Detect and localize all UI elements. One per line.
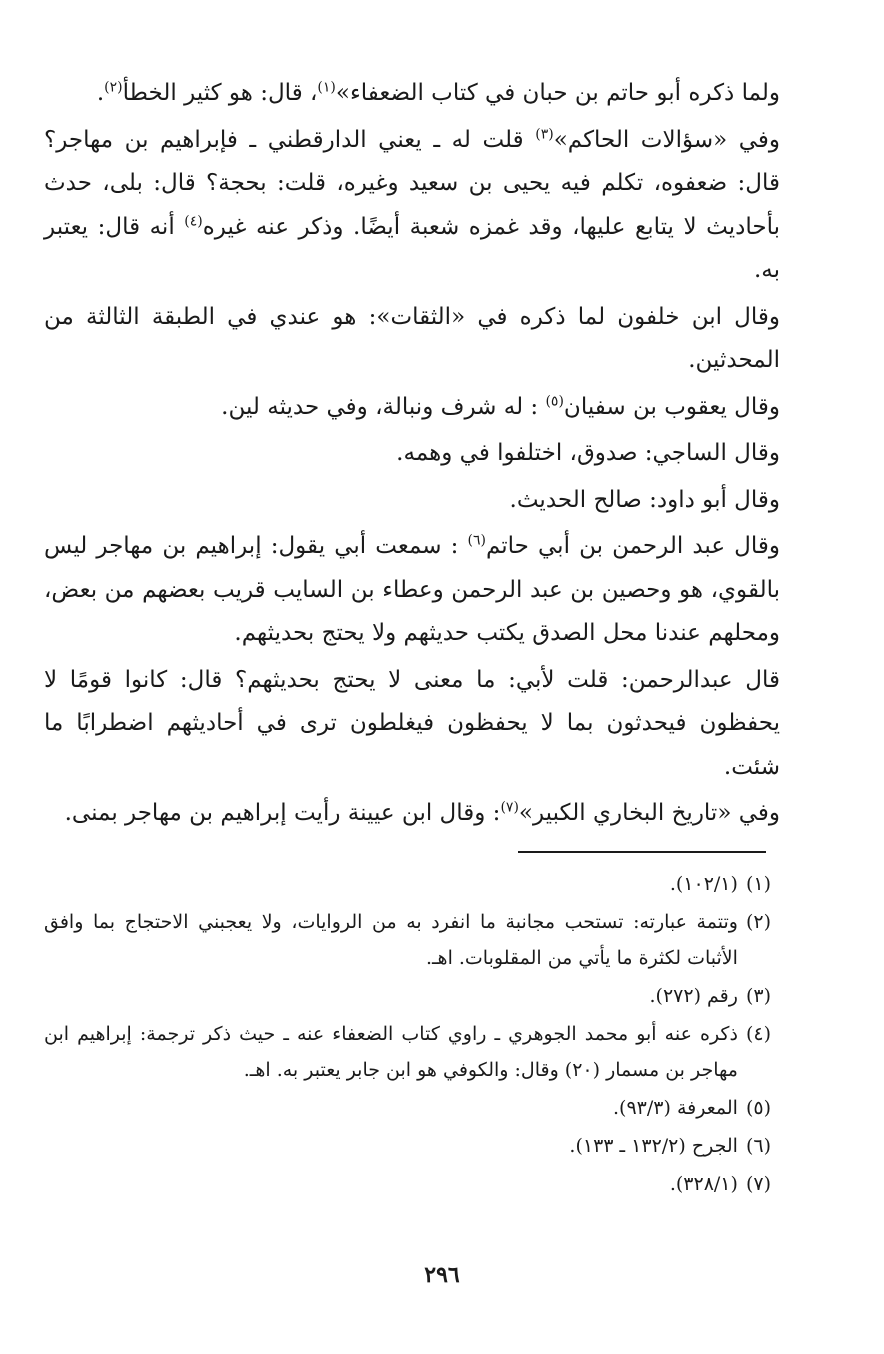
footnote-6: [44, 1128, 771, 1164]
footnote-ref-6: (٦): [467, 532, 486, 549]
footnote-number: (٦): [745, 1135, 771, 1157]
footnote-number: (٤): [745, 1023, 771, 1045]
paragraph-8: قال عبدالرحمن: قلت لأبي: ما معنى لا يحتج بحديثهم؟ قال: كانوا قومًا لا يحفظون فيحدثون بما لا يحفظون فيغلطون ترى في أحاديثهم اضطرابًا ما شئت.: [44, 666, 780, 780]
footnote-ref-4: (٤): [184, 212, 203, 229]
paragraph-6: وقال أبو داود: صالح الحديث.: [509, 486, 780, 513]
footnote-3: [44, 978, 771, 1014]
footnote-ref-7: (٧): [500, 799, 519, 816]
footnote-number: (٢): [745, 911, 771, 933]
footnote-text: وتتمة عبارته: تستحب مجانبة ما انفرد به من الروايات، ولا يعجبني الاحتجاج بما وافق الأثبات لكثرة ما يأتي من المقلوبات. اهـ.: [44, 911, 738, 969]
footnote-7: [44, 1166, 771, 1202]
footnote-number: (٧): [745, 1173, 771, 1195]
paragraph-7: وقال عبد الرحمن بن أبي حاتم$^{(٦)}$ : سمعت أبي يقول: إبراهيم بن مهاجر ليس بالقوي، هو وحصين بن عبد الرحمن وعطاء بن السايب قريب بعضهم من بعض، ومحلهم عندنا محل الصدق يكتب حديثهم ولا يحتج بحديثهم.: [44, 532, 781, 646]
paragraph-9: وفي «تاريخ البخاري الكبير»$^{(٧)}$: وقال ابن عيينة رأيت إبراهيم بن مهاجر بمنى.: [64, 799, 780, 826]
page-number: ٢٩٦: [424, 1262, 460, 1288]
paragraph-1: ولما ذكره أبو حاتم بن حبان في كتاب الضعفاء»$^{(١)}$، قال: هو كثير الخطأ$^{(٢)}$.: [96, 79, 780, 106]
paragraph-2: وفي «سؤالات الحاكم»$^{(٣)}$ قلت له ـ يعني الدارقطني ـ فإبراهيم بن مهاجر؟ قال: ضعفوه، تكلم فيه يحيى بن سعيد وغيره، قلت: بحجة؟ قال: بلى، حدث بأحاديث لا يتابع عليها، وقد غمزه شعبة أيضًا. وذكر عنه غيره$^{(٤)}$ أنه قال: يعتبر به.: [44, 125, 780, 283]
footnote-5: [44, 1090, 771, 1126]
footnotes: [44, 866, 771, 1204]
footnote-text: المعرفة (٩٣/٣).: [613, 1097, 738, 1119]
footnote-2: [44, 904, 771, 976]
footnote-text: (٣٢٨/١).: [669, 1173, 738, 1195]
footnote-number: (١): [745, 873, 771, 895]
footnote-text: (١٠٢/١).: [669, 873, 738, 895]
footnote-ref-3: (٣): [535, 125, 554, 142]
paragraph-5: وقال الساجي: صدوق، اختلفوا في وهمه.: [396, 440, 780, 466]
paragraph-3: وقال ابن خلفون لما ذكره في «الثقات»: هو عندي في الطبقة الثالثة من المحدثين.: [44, 303, 780, 373]
footnote-ref-5: (٥): [545, 392, 564, 409]
footnote-text: رقم (٢٧٢).: [649, 985, 738, 1007]
footnote-4: [44, 1016, 771, 1088]
footnote-number: (٥): [745, 1097, 771, 1119]
footnote-text: الجرح (١٣٢/٢ ـ ١٣٣).: [569, 1135, 738, 1157]
footnote-number: (٣): [745, 985, 771, 1007]
footnote-text: ذكره عنه أبو محمد الجوهري ـ راوي كتاب الضعفاء عنه ـ حيث ذكر ترجمة: إبراهيم ابن مهاجر بن مسمار (٢٠) وقال: والكوفي هو ابن جابر يعتبر به. اهـ.: [44, 1023, 738, 1081]
footnote-divider: [518, 851, 766, 853]
main-text: [44, 72, 780, 839]
footnote-ref-2: (٢): [104, 79, 123, 96]
paragraph-4: وقال يعقوب بن سفيان$^{(٥)}$ : له شرف ونبالة، وفي حديثه لين.: [221, 392, 780, 420]
footnote-ref-1: (١): [317, 79, 336, 96]
footnote-1: [44, 866, 771, 902]
